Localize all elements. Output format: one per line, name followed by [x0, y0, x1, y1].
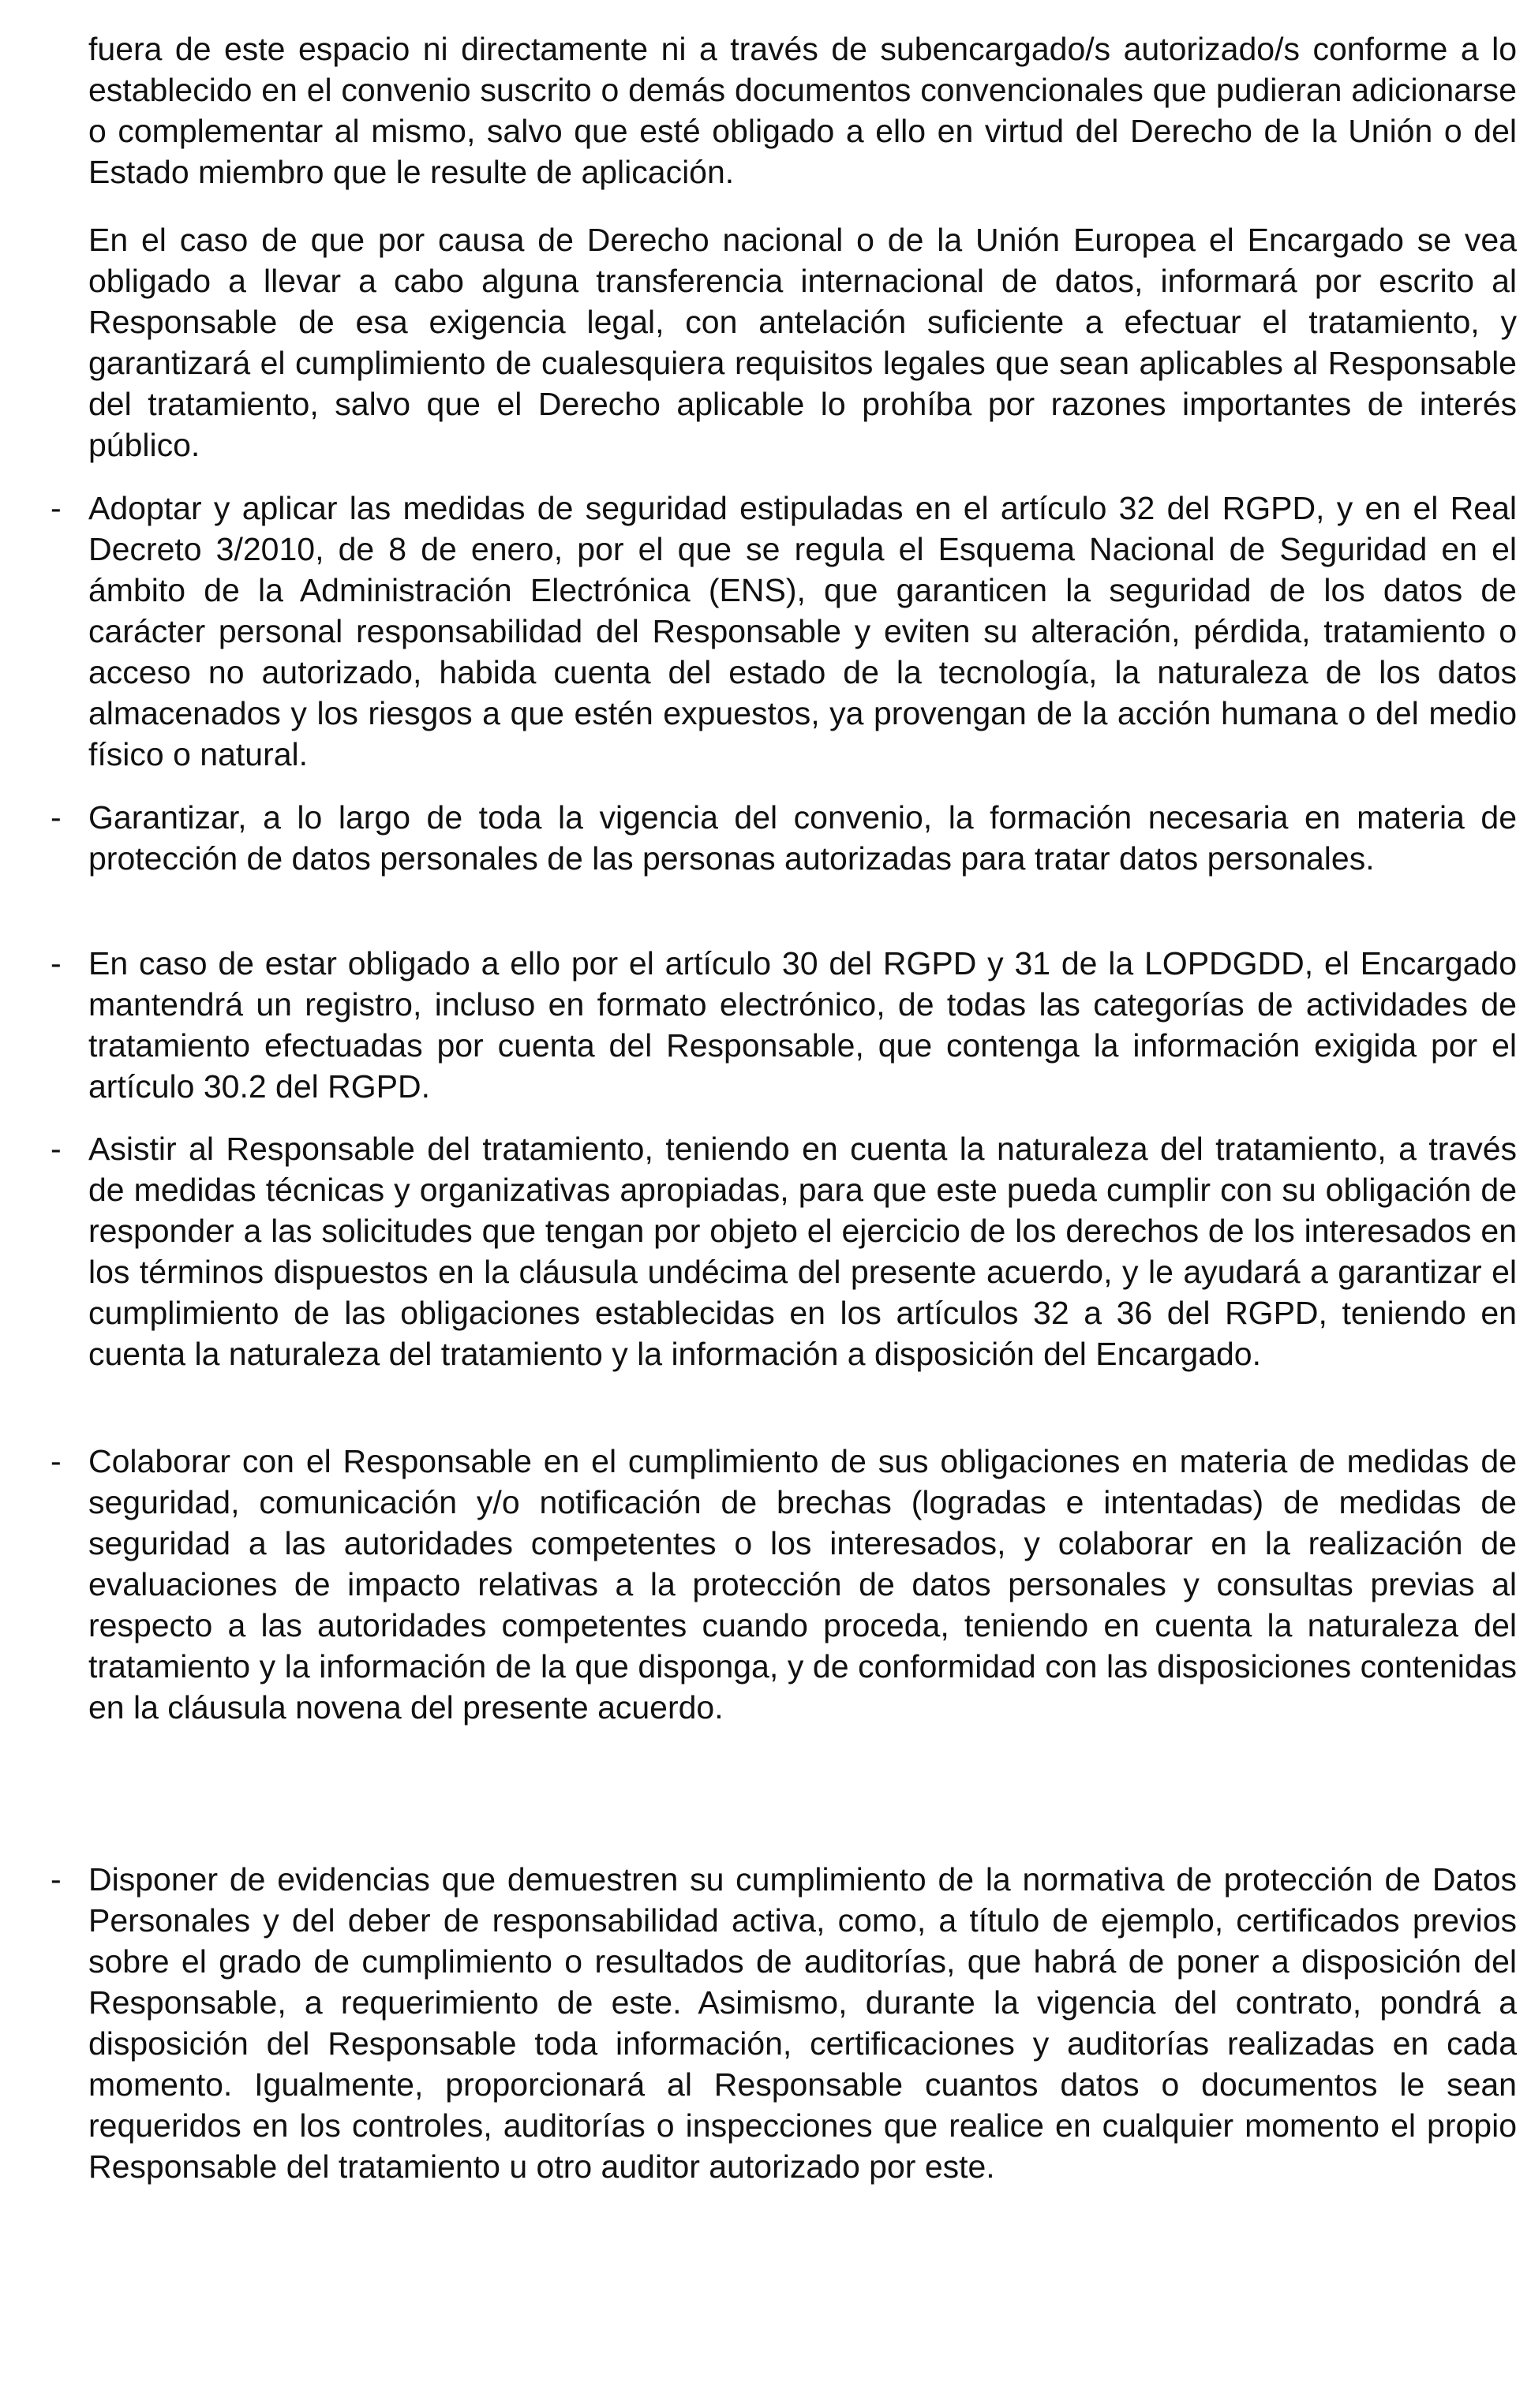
list-item-processing-register: En caso de estar obligado a ello por el artículo 30 del RGPD y 31 de la LOPDGDD, el Encargado mantendrá un registro, incluso en formato electrónico, de todas las categorías de actividades de tratamiento efectuadas por cuenta del Responsable, que contenga la información exigida por el artículo 30.2 del RGPD. [88, 945, 1517, 1105]
paragraph-international-transfer: En el caso de que por causa de Derecho nacional o de la Unión Europea el Encargado se vea obligado a llevar a cabo alguna transferencia internacional de datos, informará por escrito al Responsable de esa exigencia legal, con antelación suficiente a efectuar el tratamiento, y garantizará el cumplimiento de cualesquiera requisitos legales que sean aplicables al Responsable del tratamiento, salvo que el Derecho aplicable lo prohíba por razones importantes de interés público. [88, 222, 1517, 463]
list-bullet: - [51, 1131, 62, 1167]
list-item-evidence: Disponer de evidencias que demuestren su cumplimiento de la normativa de protección de Datos Personales y del deber de responsabilidad activa, como, a título de ejemplo, certificados previos sobre el grado de cumplimiento o resultados de auditorías, que habrá de poner a disposición del Responsable, a requerimiento de este. Asimismo, durante la vigencia del contrato, pondrá a disposición del Responsable toda información, certificaciones y auditorías realizadas en cada momento. Igualmente, proporcionará al Responsable cuantos datos o documentos le sean requeridos en los controles, auditorías o inspecciones que realice en cualquier momento el propio Responsable del tratamiento u otro auditor autorizado por este. [88, 1861, 1517, 2185]
list-item-security-measures: Adoptar y aplicar las medidas de seguridad estipuladas en el artículo 32 del RGPD, y en el Real Decreto 3/2010, de 8 de enero, por el que se regula el Esquema Nacional de Seguridad en el ámbito de la Administración Electrónica (ENS), que garanticen la seguridad de los datos de carácter personal responsabilidad del Responsable y eviten su alteración, pérdida, tratamiento o acceso no autorizado, habida cuenta del estado de la tecnología, la naturaleza de los datos almacenados y los riesgos a que estén expuestos, ya provengan de la acción humana o del medio físico o natural. [88, 490, 1517, 772]
list-bullet: - [51, 1861, 62, 1898]
list-item-assist-responsible: Asistir al Responsable del tratamiento, teniendo en cuenta la naturaleza del tratamiento, a través de medidas técnicas y organizativas apropiadas, para que este pueda cumplir con su obligación de responder a las solicitudes que tengan por objeto el ejercicio de los derechos de los interesados en los términos dispuestos en la cláusula undécima del presente acuerdo, y le ayudará a garantizar el cumplimiento de las obligaciones establecidas en los artículos 32 a 36 del RGPD, teniendo en cuenta la naturaleza del tratamiento y la información a disposición del Encargado. [88, 1131, 1517, 1372]
list-item-collaborate: Colaborar con el Responsable en el cumplimiento de sus obligaciones en materia de medidas de seguridad, comunicación y/o notificación de brechas (logradas e intentadas) de medidas de seguridad a las autoridades competentes o los interesados, y colaborar en la realización de evaluaciones de impacto relativas a la protección de datos personales y consultas previas al respecto a las autoridades competentes cuando proceda, teniendo en cuenta la naturaleza del tratamiento y la información de la que disponga, y de conformidad con las disposiciones contenidas en la cláusula novena del presente acuerdo. [88, 1443, 1517, 1726]
list-bullet: - [51, 799, 62, 836]
list-bullet: - [51, 1443, 62, 1479]
list-bullet: - [51, 490, 62, 526]
list-item-training: Garantizar, a lo largo de toda la vigencia del convenio, la formación necesaria en materia de protección de datos personales de las personas autorizadas para tratar datos personales. [88, 799, 1517, 877]
list-bullet: - [51, 945, 62, 982]
paragraph-continuation: fuera de este espacio ni directamente ni a través de subencargado/s autorizado/s conforme a lo establecido en el convenio suscrito o demás documentos convencionales que pudieran adicionarse o complementar al mismo, salvo que esté obligado a ello en virtud del Derecho de la Unión o del Estado miembro que le resulte de aplicación. [88, 31, 1517, 190]
